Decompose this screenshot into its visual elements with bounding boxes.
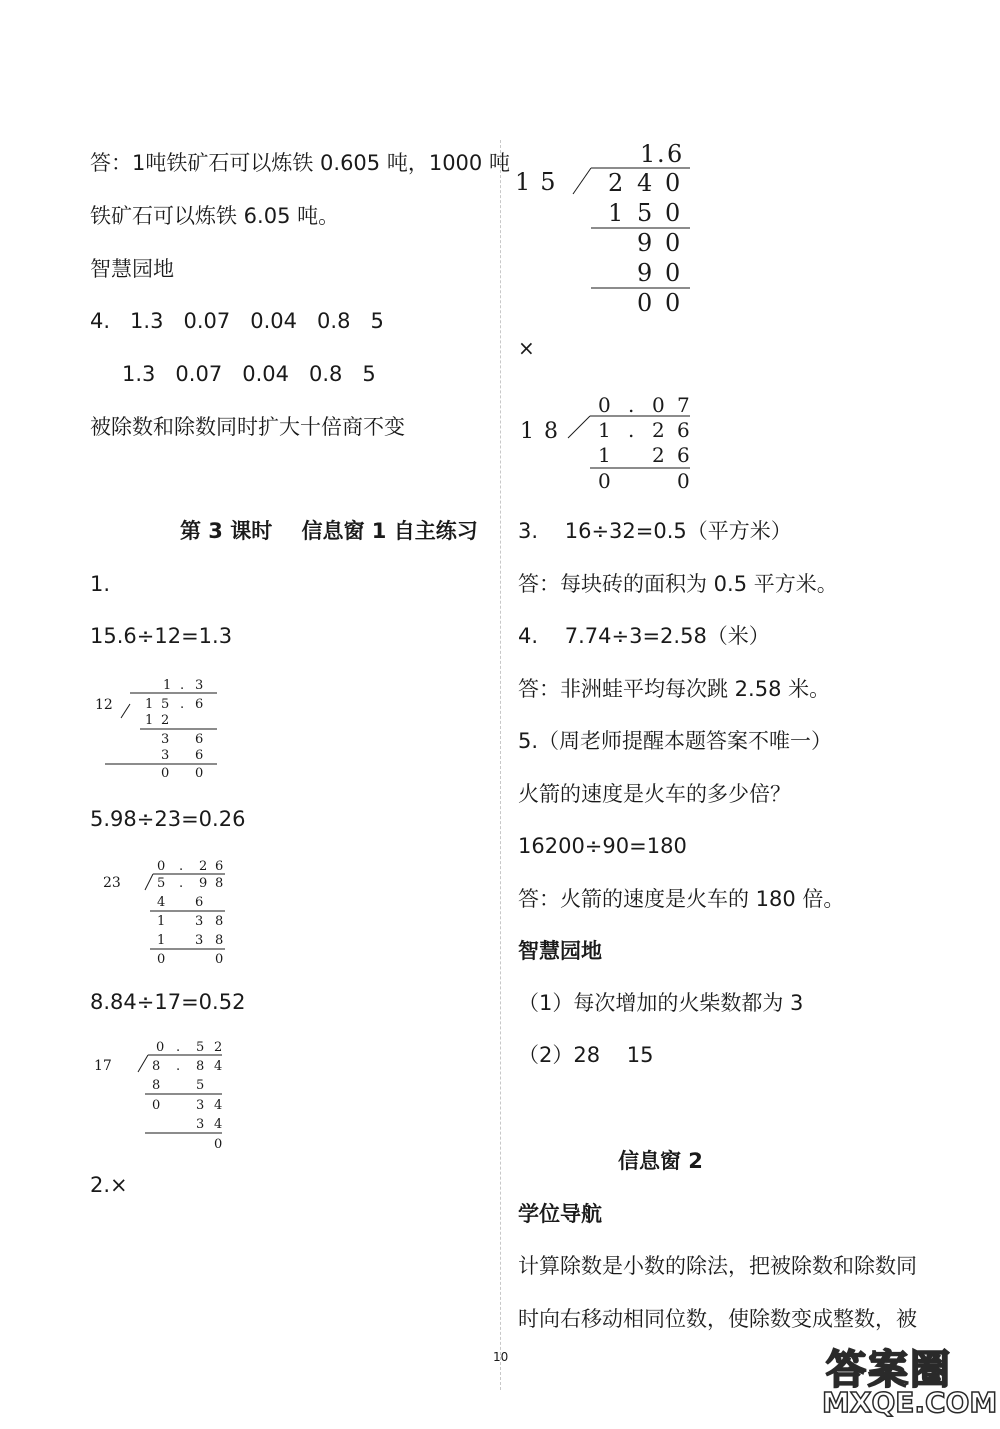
dividend-digit: 1 bbox=[145, 697, 154, 712]
step-digit: 0 bbox=[195, 766, 204, 781]
step-digit: 2 bbox=[161, 713, 170, 728]
watermark-main-text: 答案圈 bbox=[826, 1347, 952, 1393]
quotient-digit: 2 bbox=[199, 859, 208, 874]
quotient-point: . bbox=[628, 393, 635, 417]
step-digit: 1 bbox=[598, 443, 611, 467]
long-division-5-98-by-23 bbox=[95, 856, 235, 968]
division-bar-bracket bbox=[138, 1055, 148, 1072]
divisor-digit: 12 bbox=[95, 697, 113, 713]
step-digit: 1 bbox=[157, 933, 166, 948]
division-bracket bbox=[145, 874, 153, 890]
long-division-15-6-by-12 bbox=[85, 674, 230, 779]
zhihui-item-1: （1）每次增加的火柴数都为 3 bbox=[518, 991, 804, 1015]
question-1-label: 1. bbox=[90, 572, 111, 596]
step-digit: 5 bbox=[196, 1078, 205, 1093]
step-digit: 0 bbox=[665, 259, 681, 287]
step-digit: 0 bbox=[161, 766, 170, 781]
question-4-right: 4. 7.74÷3=2.58（米） bbox=[518, 624, 770, 648]
step-digit: 3 bbox=[195, 933, 204, 948]
dividend-digit: 2 bbox=[608, 169, 624, 197]
step-digit: 0 bbox=[157, 952, 166, 967]
dividend-digit: 5 bbox=[161, 697, 170, 712]
zhihui-item-2: （2）28 15 bbox=[518, 1043, 654, 1067]
dividend-digit: 2 bbox=[652, 418, 665, 442]
step-digit: 1 bbox=[145, 713, 154, 728]
dividend-digit: 9 bbox=[199, 876, 208, 891]
step-digit: 1 bbox=[157, 914, 166, 929]
answer-3: 答：每块砖的面积为 0.5 平方米。 bbox=[518, 572, 838, 596]
step-digit: 0 bbox=[665, 229, 681, 257]
quotient-digit: 3 bbox=[195, 678, 204, 693]
step-digit: 9 bbox=[637, 259, 653, 287]
question-4-row-2: 1.3 0.07 0.04 0.8 5 bbox=[122, 362, 376, 386]
dividend-digit: 8 bbox=[215, 876, 224, 891]
step-digit: 8 bbox=[215, 914, 224, 929]
dividend-digit: 8 bbox=[152, 1059, 161, 1074]
dividend-digit: 5 bbox=[157, 876, 166, 891]
long-division-8-84-by-17 bbox=[90, 1036, 235, 1152]
page-number: 10 bbox=[493, 1350, 509, 1364]
question-3: 3. 16÷32=0.5（平方米） bbox=[518, 519, 792, 543]
question-4-row-1: 4. 1.3 0.07 0.04 0.8 5 bbox=[90, 309, 384, 333]
dividend-digit: 6 bbox=[677, 418, 690, 442]
divisor-digit: 17 bbox=[94, 1058, 112, 1074]
answer-1-line-2: 铁矿石可以炼铁 6.05 吨。 bbox=[90, 204, 340, 228]
section-zhihui-left: 智慧园地 bbox=[90, 257, 174, 281]
step-digit: 6 bbox=[195, 748, 204, 763]
step-digit: 2 bbox=[652, 443, 665, 467]
step-digit: 3 bbox=[161, 732, 170, 747]
question-2: 2.× bbox=[90, 1173, 128, 1197]
step-digit: 0 bbox=[215, 952, 224, 967]
quotient-digit: 1 bbox=[640, 140, 656, 168]
step-digit: 0 bbox=[637, 289, 653, 317]
quotient-digit: 0 bbox=[598, 393, 611, 417]
dividend-digit: 0 bbox=[665, 169, 681, 197]
dividend-digit: 8 bbox=[196, 1059, 205, 1074]
quotient-point: . bbox=[180, 678, 185, 693]
watermark-sub-text: MXQE.COM bbox=[822, 1386, 998, 1419]
dividend-point: . bbox=[628, 418, 635, 442]
quotient-digit: 6 bbox=[215, 859, 224, 874]
quotient-digit: 6 bbox=[667, 140, 683, 168]
section-xuewei: 学位导航 bbox=[518, 1202, 602, 1226]
step-digit: 4 bbox=[214, 1117, 223, 1132]
dividend-point: . bbox=[176, 1059, 181, 1074]
step-digit: 4 bbox=[214, 1098, 223, 1113]
section-xinxi-2: 信息窗 2 bbox=[618, 1149, 703, 1173]
answer-5: 答：火箭的速度是火车的 180 倍。 bbox=[518, 887, 845, 911]
answer-4: 答：非洲蛙平均每次跳 2.58 米。 bbox=[518, 677, 831, 701]
step-digit: 0 bbox=[152, 1098, 161, 1113]
step-digit: 6 bbox=[195, 895, 204, 910]
divisor-digit: 18 bbox=[520, 419, 568, 444]
quotient-digit: 1 bbox=[163, 678, 172, 693]
watermark-logo bbox=[818, 1338, 998, 1422]
step-digit: 3 bbox=[161, 748, 170, 763]
step-digit: 1 bbox=[608, 199, 624, 227]
step-digit: 8 bbox=[152, 1078, 161, 1093]
wrong-mark: × bbox=[518, 336, 535, 360]
paragraph-line-1: 计算除数是小数的除法，把被除数和除数同 bbox=[518, 1254, 917, 1278]
quotient-digit: 2 bbox=[214, 1040, 223, 1055]
divisor-digit: 23 bbox=[103, 875, 121, 891]
step-digit: 0 bbox=[214, 1137, 223, 1152]
quotient-digit: 0 bbox=[156, 1040, 165, 1055]
step-digit: 3 bbox=[195, 914, 204, 929]
paragraph-line-2: 时向右移动相同位数，使除数变成整数，被 bbox=[518, 1307, 917, 1331]
equation-2: 5.98÷23=0.26 bbox=[90, 807, 246, 831]
quotient-digit: 5 bbox=[196, 1040, 205, 1055]
step-digit: 0 bbox=[677, 469, 690, 493]
step-digit: 3 bbox=[196, 1098, 205, 1113]
step-digit: 3 bbox=[196, 1117, 205, 1132]
divisor-digit: 15 bbox=[515, 168, 566, 196]
quotient-point: . bbox=[179, 859, 184, 874]
step-digit: 0 bbox=[665, 199, 681, 227]
question-5: 5.（周老师提醒本题答案不唯一） bbox=[518, 729, 833, 753]
long-division-1-26-by-18 bbox=[520, 390, 700, 492]
long-division-240-by-15 bbox=[515, 138, 695, 318]
step-digit: 6 bbox=[195, 732, 204, 747]
division-bracket bbox=[568, 416, 590, 438]
column-divider bbox=[500, 140, 501, 1390]
division-bracket bbox=[121, 704, 130, 718]
dividend-point: . bbox=[180, 697, 185, 712]
dividend-digit: 4 bbox=[214, 1059, 223, 1074]
dividend-digit: 6 bbox=[195, 697, 204, 712]
equation-1: 15.6÷12=1.3 bbox=[90, 624, 233, 648]
answer-1-line-1: 答：1吨铁矿石可以炼铁 0.605 吨，1000 吨 bbox=[90, 151, 510, 175]
step-digit: 6 bbox=[677, 443, 690, 467]
dividend-digit: 1 bbox=[598, 418, 611, 442]
dividend-point: . bbox=[179, 876, 184, 891]
lesson-title: 第 3 课时 信息窗 1 自主练习 bbox=[180, 519, 478, 543]
question-5-equation: 16200÷90=180 bbox=[518, 834, 687, 858]
step-digit: 5 bbox=[637, 199, 653, 227]
equation-3: 8.84÷17=0.52 bbox=[90, 990, 246, 1014]
section-zhihui-right: 智慧园地 bbox=[518, 939, 602, 963]
quotient-digit: 0 bbox=[157, 859, 166, 874]
question-5-question: 火箭的速度是火车的多少倍？ bbox=[518, 782, 791, 806]
step-digit: 8 bbox=[215, 933, 224, 948]
quotient-point: . bbox=[176, 1040, 181, 1055]
step-digit: 4 bbox=[157, 895, 166, 910]
step-digit: 9 bbox=[637, 229, 653, 257]
division-bracket bbox=[573, 168, 591, 194]
step-digit: 0 bbox=[665, 289, 681, 317]
quotient-digit: 7 bbox=[677, 393, 690, 417]
dividend-digit: 4 bbox=[637, 169, 653, 197]
quotient-point: . bbox=[657, 140, 665, 168]
rule-statement: 被除数和除数同时扩大十倍商不变 bbox=[90, 415, 405, 439]
step-digit: 0 bbox=[598, 469, 611, 493]
quotient-digit: 0 bbox=[652, 393, 665, 417]
